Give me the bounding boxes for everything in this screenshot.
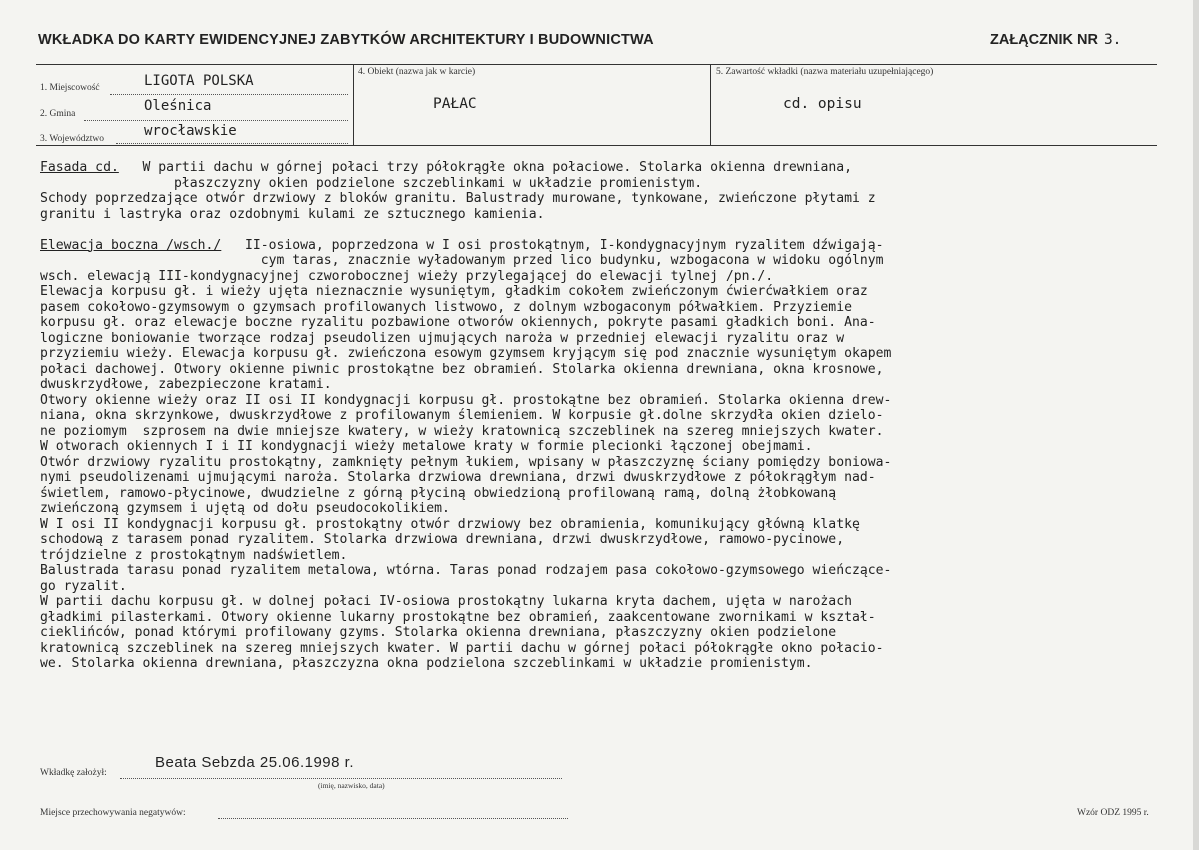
fasada-heading: Fasada cd. — [40, 160, 119, 175]
text-line: trójdzielne z prostokątnym nadświetlem. — [40, 547, 348, 563]
blank-line — [40, 222, 1165, 238]
text-line: pasem cokołowo-gzymsowym o gzymsach profilowanych listwowo, z dolnym wzbogaconym półwałkiem. Przyziemie — [40, 299, 852, 315]
text-line: gładkimi pilasterkami. Otwory okienne lukarny prostokątne bez obramień, zaakcentowane zwornikami w kształ- — [40, 609, 876, 625]
text-line: połaci dachowej. Otwory okienne piwnic prostokątne bez obramień. Stolarka okienna drewniana, okna krosnowe, — [40, 361, 884, 377]
text-line: dwuskrzydłowe, zabezpieczone kratami. — [40, 377, 332, 392]
table-divider-2 — [710, 64, 711, 145]
text-line: logiczne boniowanie tworzące rodzaj pseudolizen ujmujących naroża w przedniej elewacji ryzalitu oraz w — [40, 330, 845, 346]
fasada-line-2: płaszczyzny okien podzielone szczeblinkami w układzie promienistym. — [40, 175, 703, 191]
gmina-line — [84, 120, 348, 121]
text-line: schodową z tarasem ponad ryzalitem. Stolarka drzwiowa drewniana, drzwi dwuskrzydłowe, ramowo-pycinowe, — [40, 532, 845, 547]
text-line: zwieńczoną gzymsem i ujętą od dołu pseudocokolikiem. — [40, 501, 450, 516]
text-line: ne poziomym szprosem na dwie mniejsze kwatery, w wieży kratownicą szczeblinek na szereg mniejszych kwater. — [40, 423, 884, 439]
elewacja-line-1-text: II-osiowa, poprzedzona w I osi prostokątnym, I-kondygnacyjnym ryzalitem dźwigają- — [221, 237, 884, 253]
zawartosc-label: 5. Zawartość wkładki (nazwa materiału uzupełniającego) — [716, 67, 934, 77]
text-line: Elewacja korpusu gł. i wieży ujęta nieznacznie wysuniętym, gładkim cokołem zwieńczonym ćwierćwałkiem oraz — [40, 284, 868, 299]
table-top-border — [36, 64, 1157, 65]
fasada-line-1 — [40, 160, 1165, 176]
miejscowosc-label: 1. Miejscowość — [40, 83, 100, 93]
gmina-value: Oleśnica — [144, 98, 212, 114]
zalozyl-value: Beata Sebzda 25.06.1998 r. — [155, 754, 354, 771]
table-divider-1 — [353, 64, 354, 145]
text-line: wsch. elewacją III-kondygnacyjnej czworobocznej wieży przylegającej do elewacji tylnej /pn./. — [40, 268, 774, 284]
wojewodztwo-line — [116, 143, 348, 144]
description-body — [40, 160, 1165, 672]
annex-label-text: ZAŁĄCZNIK NR — [990, 32, 1098, 48]
elewacja-line-1 — [40, 238, 1165, 254]
zalozyl-line — [120, 778, 562, 779]
text-line: Otwory okienne wieży oraz II osi II kondygnacji korpusu gł. prostokątne bez obramień. Stolarka okienna drew- — [40, 392, 892, 408]
text-line: Otwór drzwiowy ryzalitu prostokątny, zamknięty pełnym łukiem, wpisany w płaszczyznę ściany pomiędzy boniowa- — [40, 454, 892, 470]
zalozyl-sub: (imię, nazwisko, data) — [318, 781, 385, 790]
text-line: go ryzalit. — [40, 578, 127, 594]
annex-label — [990, 32, 1121, 48]
text-line: korpusu gł. oraz elewacje boczne ryzalitu pozbawione otworów okiennych, pokryte pasami gładkich boni. Ana- — [40, 315, 876, 330]
negatywy-line — [218, 818, 568, 819]
annex-number: 3. — [1103, 32, 1122, 48]
fasada-line-3: Schody poprzedzające otwór drzwiowy z bloków granitu. Balustrady murowane, tynkowane, zwieńczone płytami z — [40, 191, 876, 206]
wojewodztwo-value: wrocławskie — [144, 123, 237, 139]
gmina-label: 2. Gmina — [40, 109, 76, 119]
obiekt-value: PAŁAC — [433, 96, 477, 112]
text-line: we. Stolarka okienna drewniana, płaszczyzna okna podzielona szczeblinkami w układzie promienistym. — [40, 656, 813, 671]
text-line: kratownicą szczeblinek na szereg mniejszych kwater. W partii dachu w górnej połaci półokrągłe okno połacio- — [40, 640, 884, 656]
form-title: WKŁADKA DO KARTY EWIDENCYJNEJ ZABYTKÓW ARCHITEKTURY I BUDOWNICTWA — [38, 32, 654, 48]
miejscowosc-line — [110, 94, 348, 95]
elewacja-heading: Elewacja boczna /wsch./ — [40, 237, 222, 253]
negatywy-label: Miejsce przechowywania negatywów: — [40, 808, 186, 818]
zawartosc-value: cd. opisu — [783, 96, 862, 112]
wzor-label: Wzór ODZ 1995 r. — [1077, 808, 1149, 818]
text-line: W I osi II kondygnacji korpusu gł. prostokątny otwór drzwiowy bez obramienia, komunikujący główną klatkę — [40, 516, 860, 532]
text-line: świetlem, ramowo-płycinowe, dwudzielne z górną płyciną obwiedzioną profilowaną ramą, dolną żłobkowaną — [40, 485, 837, 501]
text-line: W otworach okiennych I i II kondygnacji wieży metalowe kraty w formie plecionki łączonej obejmami. — [40, 439, 813, 454]
text-line: cieklińców, ponad którymi profilowany gzyms. Stolarka okienna drewniana, płaszczyzny okien podzielone — [40, 625, 837, 640]
wojewodztwo-label: 3. Województwo — [40, 134, 104, 144]
miejscowosc-value: LIGOTA POLSKA — [144, 73, 254, 89]
text-line: W partii dachu korpusu gł. w dolnej połaci IV-osiowa prostokątny lukarna kryta dachem, ujęta w narożach — [40, 594, 852, 609]
obiekt-label: 4. Obiekt (nazwa jak w karcie) — [358, 67, 476, 77]
text-line: przyziemiu wieży. Elewacja korpusu gł. zwieńczona esowym gzymsem kryjącym się pod znacznie wysuniętym okapem — [40, 346, 892, 361]
text-line: nymi pseudolizenami ujmującymi naroża. Stolarka drzwiowa drewniana, drzwi dwuskrzydłowe z półokrągłym nad- — [40, 470, 876, 485]
table-bottom-border — [36, 145, 1157, 146]
zalozyl-label: Wkładkę założył: — [40, 768, 107, 778]
text-line: cym taras, znacznie wyładowanym przed lico budynku, wzbogacona w widoku ogólnym — [40, 253, 884, 268]
text-line: niana, okna skrzynkowe, dwuskrzydłowe z profilowanym ślemieniem. W korpusie gł.dolne skrzydła okien dzielo- — [40, 408, 884, 423]
fasada-line-1-text: W partii dachu w górnej połaci trzy półokrągłe okna połaciowe. Stolarka okienna drewniana, — [118, 160, 852, 175]
fasada-line-4: granitu i lastryka oraz ozdobnymi kulami ze sztucznego kamienia. — [40, 206, 545, 222]
text-line: Balustrada tarasu ponad ryzalitem metalowa, wtórna. Taras ponad rodzajem pasa cokołowo-gzymsowego wieńczące- — [40, 563, 892, 578]
page-edge — [1193, 0, 1199, 850]
